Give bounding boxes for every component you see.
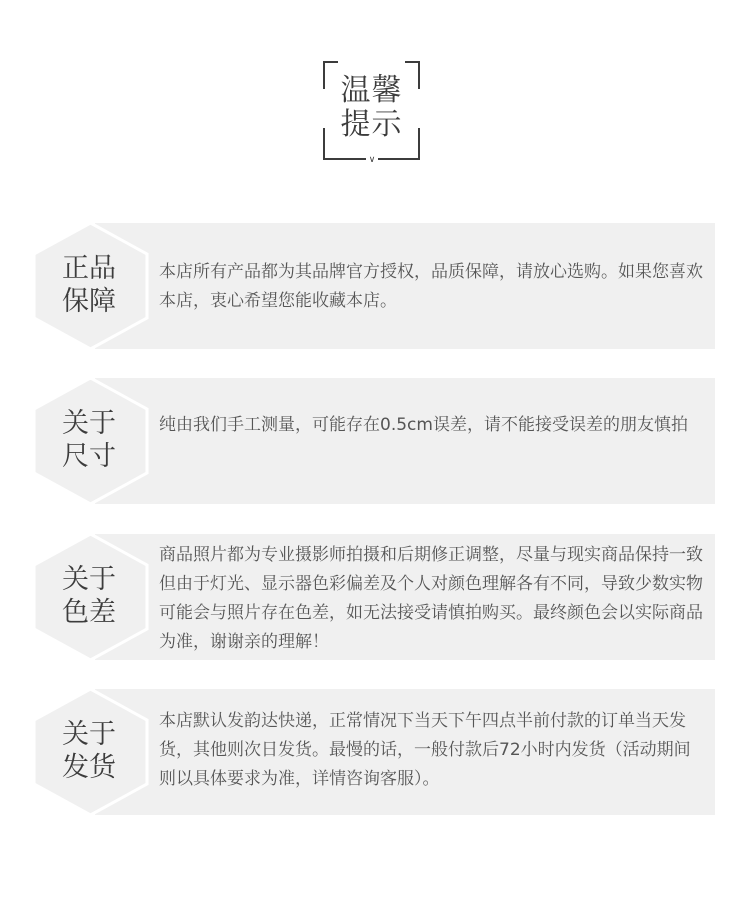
notice-title: [323, 61, 420, 165]
section-shipping: [0, 689, 750, 815]
section-label: [37, 407, 141, 473]
section-label-line-2: 尺寸: [62, 441, 116, 472]
section-authentic: [0, 223, 750, 349]
section-label: [37, 718, 141, 784]
section-text: 商品照片都为专业摄影师拍摄和后期修正调整，尽量与现实商品保持一致但由于灯光、显示器色彩偏差及个人对颜色理解各有不同，导致少数实物可能会与照片存在色差，如无法接受请慎拍购买。最终颜色会以实际商品为准，谢谢亲的理解！: [159, 545, 703, 652]
title-line-2: 提示: [340, 107, 403, 142]
section-color-difference: [0, 534, 750, 660]
section-label-line-1: 关于: [62, 719, 116, 750]
section-label-line-1: 关于: [62, 564, 116, 595]
section-text: 本店默认发韵达快递，正常情况下当天下午四点半前付款的订单当天发货，其他则次日发货。最慢的话，一般付款后72小时内发货（活动期间则以具体要求为准，详情咨询客服）。: [159, 711, 691, 789]
section-text: 本店所有产品都为其品牌官方授权，品质保障，请放心选购。如果您喜欢本店，衷心希望您能收藏本店。: [159, 262, 703, 311]
section-label-line-2: 色差: [62, 597, 116, 628]
section-size: [0, 378, 750, 504]
section-label-line-1: 关于: [62, 408, 116, 439]
chevron-down-icon: ∨: [366, 155, 378, 165]
section-text: 纯由我们手工测量，可能存在0.5cm误差，请不能接受误差的朋友慎拍: [159, 415, 688, 435]
section-label-line-1: 正品: [62, 253, 116, 284]
section-label-line-2: 保障: [62, 286, 116, 317]
title-text: [323, 74, 420, 142]
title-line-1: 温馨: [340, 73, 403, 108]
section-label-line-2: 发货: [62, 752, 116, 783]
section-label: [37, 563, 141, 629]
section-label: [37, 252, 141, 318]
